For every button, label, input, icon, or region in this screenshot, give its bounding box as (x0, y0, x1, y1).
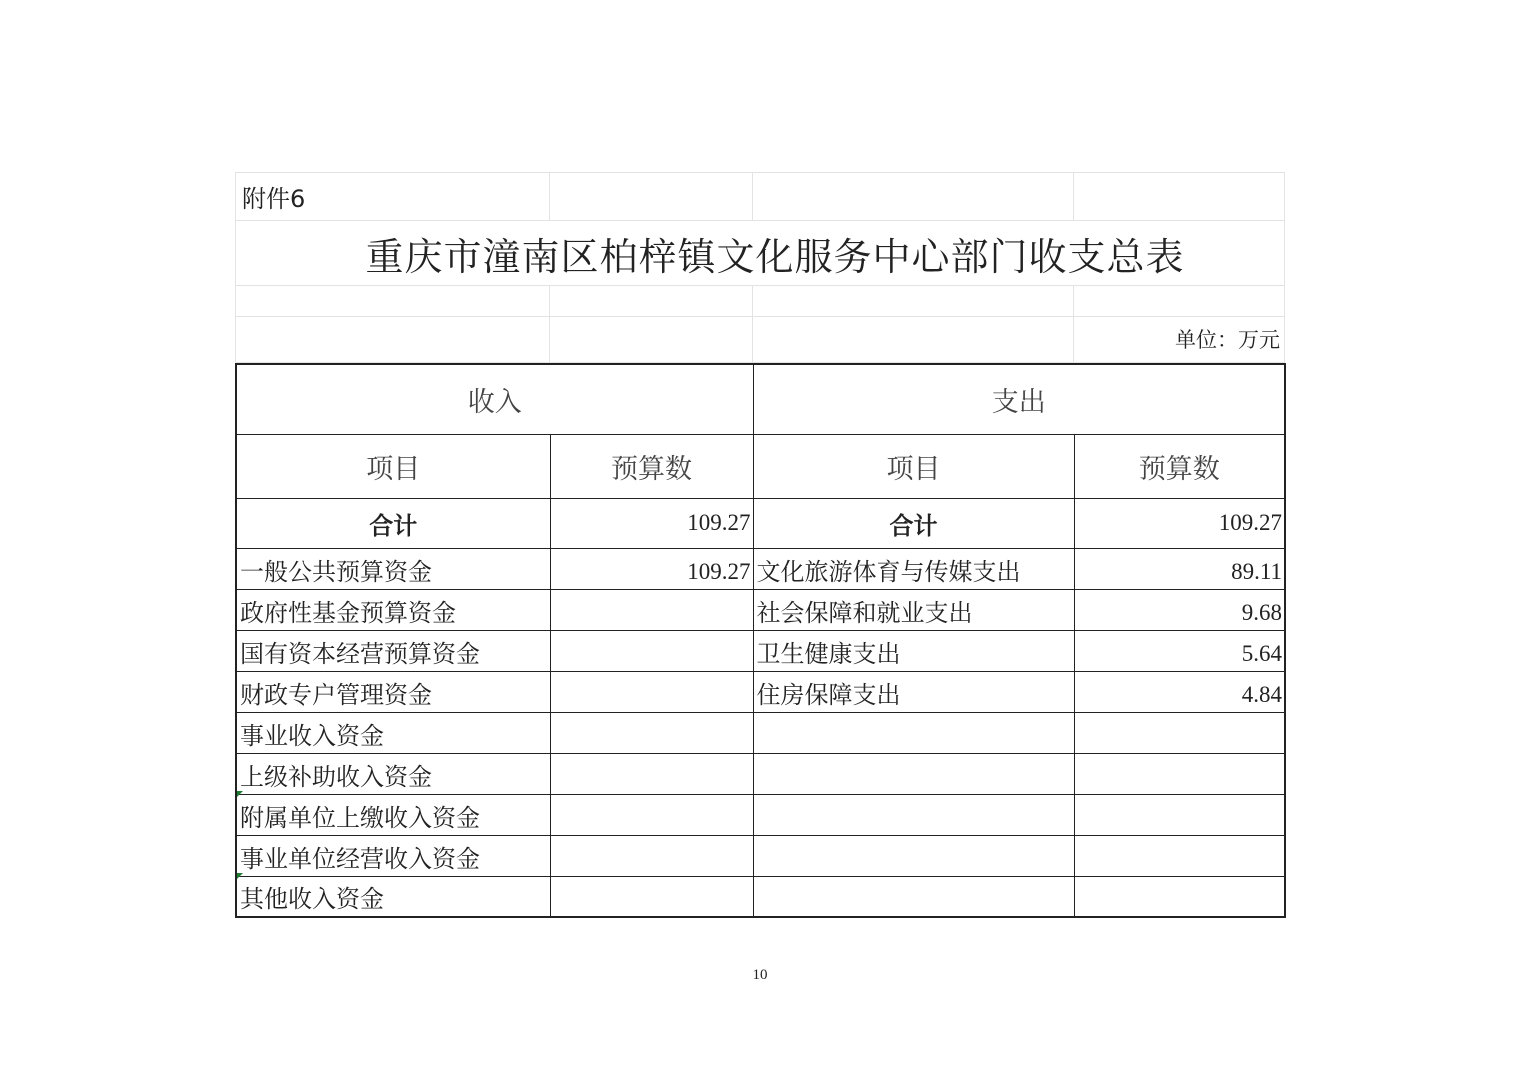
income-value (550, 671, 753, 712)
cell-comment-marker (237, 873, 243, 879)
page-number: 10 (752, 967, 768, 983)
table-row (236, 630, 1285, 671)
income-item: 政府性基金预算资金 (236, 589, 550, 630)
table-row (236, 589, 1285, 630)
expense-value: 5.64 (1074, 630, 1285, 671)
expense-value (1074, 835, 1285, 876)
expense-item (753, 712, 1074, 753)
expense-value (1074, 712, 1285, 753)
expense-item: 文化旅游体育与传媒支出 (753, 548, 1074, 589)
expense-total-value: 109.27 (1074, 498, 1285, 548)
income-header: 收入 (236, 364, 753, 434)
expense-value (1074, 876, 1285, 917)
table-row (236, 794, 1285, 835)
expense-item: 社会保障和就业支出 (753, 589, 1074, 630)
income-value (550, 630, 753, 671)
income-item: 事业收入资金 (236, 712, 550, 753)
expense-value: 89.11 (1074, 548, 1285, 589)
income-item: 事业单位经营收入资金 (236, 835, 550, 876)
income-item: 一般公共预算资金 (236, 548, 550, 589)
income-item: 国有资本经营预算资金 (236, 630, 550, 671)
income-value (550, 753, 753, 794)
income-value: 109.27 (550, 548, 753, 589)
sheet-header-area (235, 172, 1285, 363)
expense-item-header: 项目 (753, 434, 1074, 498)
attachment-label: 附件6 (236, 173, 550, 221)
budget-sheet (235, 172, 1284, 918)
expense-value: 4.84 (1074, 671, 1285, 712)
table-row (236, 671, 1285, 712)
expense-item (753, 876, 1074, 917)
income-item: 附属单位上缴收入资金 (236, 794, 550, 835)
income-expense-table (235, 363, 1286, 918)
income-value (550, 876, 753, 917)
income-item-header: 项目 (236, 434, 550, 498)
table-row (236, 548, 1285, 589)
cell-comment-marker (237, 791, 243, 797)
income-total-label: 合计 (236, 498, 550, 548)
expense-value: 9.68 (1074, 589, 1285, 630)
income-item: 上级补助收入资金 (236, 753, 550, 794)
unit-label: 单位：万元 (1074, 317, 1285, 363)
income-budget-header: 预算数 (550, 434, 753, 498)
income-value (550, 794, 753, 835)
total-row (236, 498, 1285, 548)
income-total-value: 109.27 (550, 498, 753, 548)
income-value (550, 589, 753, 630)
income-value (550, 835, 753, 876)
section-header-row (236, 364, 1285, 434)
income-item: 其他收入资金 (236, 876, 550, 917)
expense-item: 卫生健康支出 (753, 630, 1074, 671)
expense-value (1074, 753, 1285, 794)
expense-item (753, 794, 1074, 835)
column-header-row (236, 434, 1285, 498)
expense-value (1074, 794, 1285, 835)
table-row (236, 876, 1285, 917)
expense-budget-header: 预算数 (1074, 434, 1285, 498)
table-row (236, 753, 1285, 794)
table-title: 重庆市潼南区柏梓镇文化服务中心部门收支总表 (236, 221, 1285, 286)
expense-item (753, 835, 1074, 876)
expense-item: 住房保障支出 (753, 671, 1074, 712)
expense-item (753, 753, 1074, 794)
expense-header: 支出 (753, 364, 1285, 434)
income-value (550, 712, 753, 753)
expense-total-label: 合计 (753, 498, 1074, 548)
table-row (236, 835, 1285, 876)
income-item: 财政专户管理资金 (236, 671, 550, 712)
table-row (236, 712, 1285, 753)
